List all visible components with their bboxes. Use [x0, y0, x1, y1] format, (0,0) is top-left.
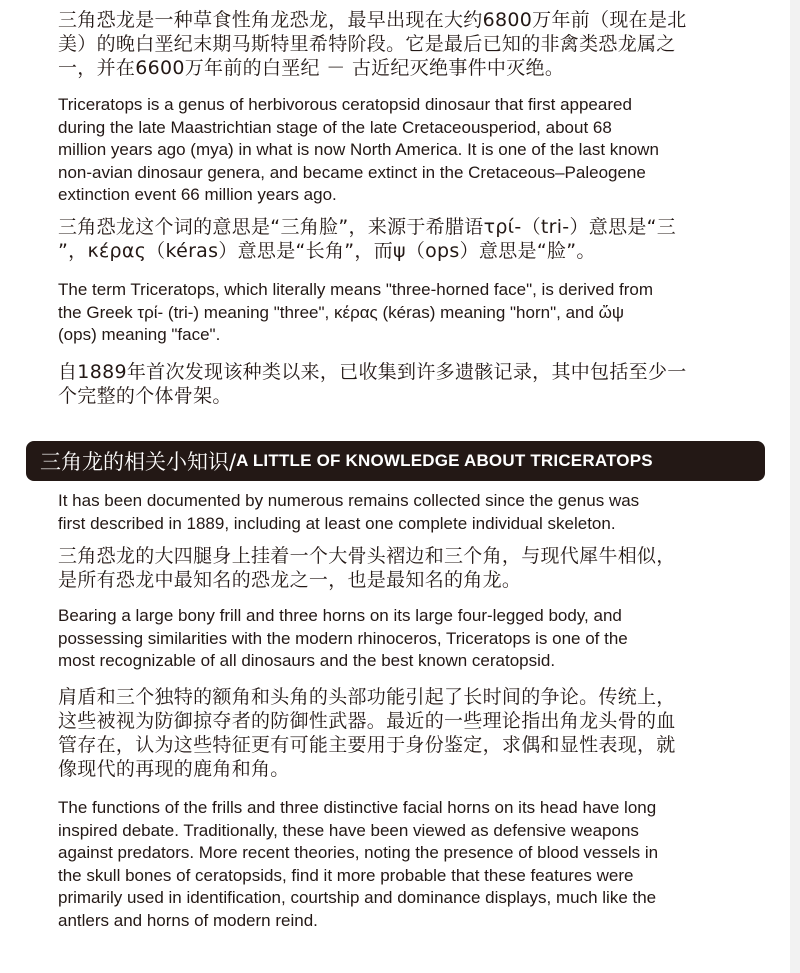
- text-line: most recognizable of all dinosaurs and the best known ceratopsid.: [58, 651, 556, 670]
- paragraph-en-function: [58, 797, 778, 932]
- text-line: The functions of the frills and three distinctive facial horns on its head have long: [58, 798, 657, 817]
- text-line: antlers and horns of modern reind.: [58, 910, 318, 930]
- text-line: 自1889年首次发现该种类以来，已收集到许多遗骸记录，其中包括至少一: [58, 361, 687, 383]
- paragraph-en-discovery: [58, 490, 778, 535]
- text-line: 肩盾和三个独特的额角和头角的头部功能引起了长时间的争论。传统上，: [58, 686, 676, 708]
- text-line: inspired debate. Traditionally, these have been viewed as defensive weapons: [58, 820, 639, 840]
- text-line: 像现代的再现的鹿角和角。: [58, 758, 290, 780]
- text-line: 个完整的个体骨架。: [58, 385, 232, 407]
- text-line: Triceratops is a genus of herbivorous ceratopsid dinosaur that first appeared: [58, 95, 632, 114]
- text-line: the Greek τρί- (tri-) meaning "three", κέρας (kéras) meaning "horn", and ὤψ: [58, 302, 625, 322]
- text-line: primarily used in identification, courtship and dominance displays, much like the: [58, 888, 657, 907]
- text-line: million years ago (mya) in what is now North America. It is one of the last known: [58, 140, 659, 159]
- paragraph-en-appearance: [58, 605, 778, 673]
- text-line: 管存在，认为这些特征更有可能主要用于身份鉴定，求偶和显性表现，就: [58, 734, 676, 756]
- text-line: (ops) meaning "face".: [58, 325, 221, 344]
- text-line: It has been documented by numerous remains collected since the genus was: [58, 491, 640, 510]
- paragraph-zh-appearance: [58, 544, 778, 592]
- text-line: possessing similarities with the modern rhinoceros, Triceratops is one of the: [58, 628, 628, 648]
- text-line: 三角恐龙的大四腿身上挂着一个大骨头褶边和三个角，与现代犀牛相似，: [58, 545, 676, 567]
- paragraph-en-etymology: [58, 279, 778, 347]
- text-line: 一，并在6600万年前的白垩纪 － 古近纪灭绝事件中灭绝。: [58, 57, 565, 79]
- section-header: [26, 441, 765, 481]
- text-line: during the late Maastrichtian stage of the late Cretaceousperiod, about 68: [58, 117, 612, 137]
- text-line: 是所有恐龙中最知名的恐龙之一，也是最知名的角龙。: [58, 569, 522, 591]
- page-edge: [790, 0, 800, 973]
- text-line: 这些被视为防御掠夺者的防御性武器。最近的一些理论指出角龙头骨的血: [58, 710, 676, 732]
- text-line: first described in 1889, including at least one complete individual skeleton.: [58, 513, 616, 533]
- paragraph-zh-function: [58, 685, 778, 781]
- text-line: The term Triceratops, which literally means "three-horned face", is derived from: [58, 280, 654, 299]
- text-line: non-avian dinosaur genera, and became extinct in the Cretaceous–Paleogene: [58, 162, 646, 182]
- paragraph-zh-etymology: [58, 215, 778, 263]
- text-line: against predators. More recent theories, noting the presence of blood vessels in: [58, 843, 659, 862]
- text-line: extinction event 66 million years ago.: [58, 185, 337, 204]
- section-header-en: A LITTLE OF KNOWLEDGE ABOUT TRICERATOPS: [236, 451, 653, 470]
- section-header-zh: 三角龙的相关小知识/: [40, 450, 237, 474]
- text-line: the skull bones of ceratopsids, find it more probable that these features were: [58, 865, 634, 885]
- paragraph-en-intro: [58, 94, 778, 207]
- text-line: Bearing a large bony frill and three horns on its large four-legged body, and: [58, 606, 622, 625]
- paragraph-zh-intro: [58, 8, 778, 80]
- text-line: 三角恐龙这个词的意思是“三角脸”，来源于希腊语τρί-（tri-）意思是“三: [58, 216, 677, 238]
- text-line: 美）的晚白垩纪末期马斯特里希特阶段。它是最后已知的非禽类恐龙属之: [58, 33, 676, 55]
- text-line: ”，κέρας（kéras）意思是“长角”，而ψ（ops）意思是“脸”。: [58, 240, 596, 262]
- text-line: 三角恐龙是一种草食性角龙恐龙，最早出现在大约6800万年前（现在是北: [58, 9, 687, 31]
- paragraph-zh-discovery: [58, 360, 778, 408]
